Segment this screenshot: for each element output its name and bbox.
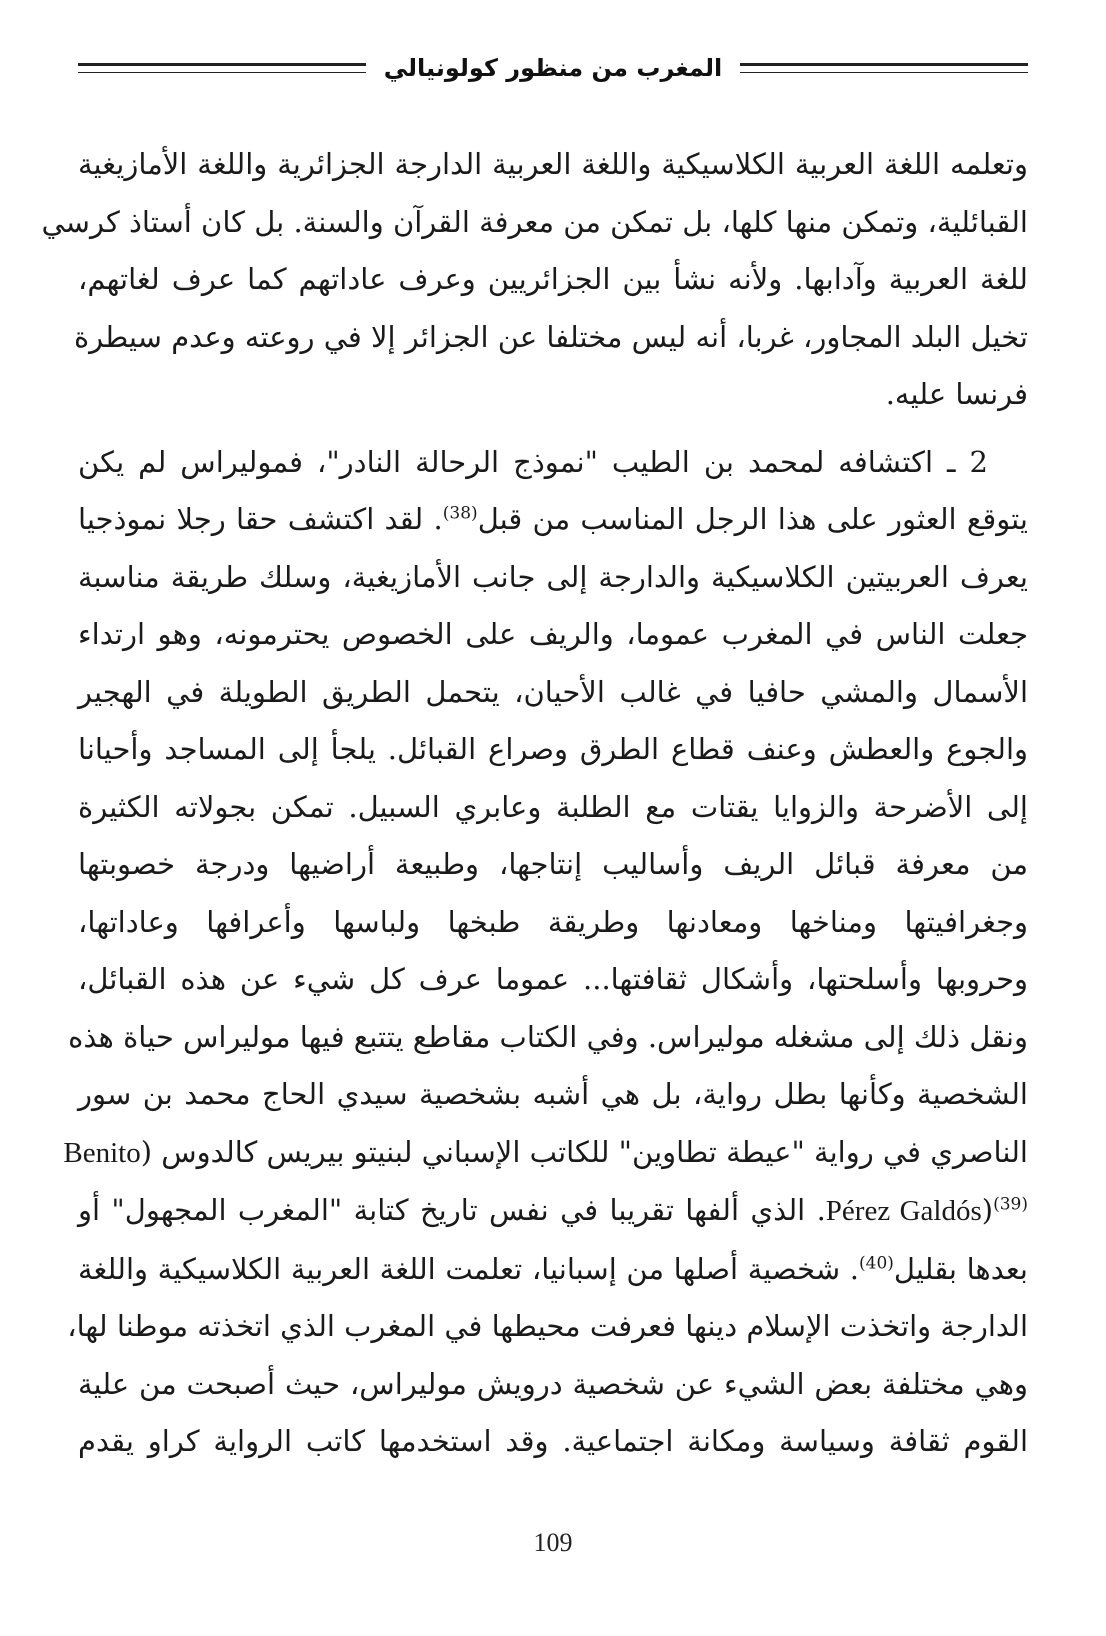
- paragraph-1: [41, 136, 1028, 424]
- page-number: 109: [533, 1528, 573, 1557]
- paragraph-2-opening: 2 ـ اكتشافه لمحمد بن الطيب "نموذج الرحالة النادر"، فموليراس لم يكن: [78, 444, 988, 479]
- text-line: [78, 491, 1028, 549]
- text-line: القبائلية، وتمكن منها كلها، بل تمكن من معرفة القرآن والسنة. بل كان أستاذ كرسي: [41, 204, 1028, 239]
- header-rule-right: [740, 63, 1028, 73]
- footnote-ref-38[interactable]: (38): [442, 503, 478, 524]
- footnote-ref-40[interactable]: (40): [859, 1252, 894, 1273]
- text-line: [63, 1124, 1028, 1183]
- text-segment: . شخصية أصلها من إسبانيا، تعلمت اللغة العربية الكلاسيكية واللغة: [78, 1251, 859, 1286]
- text-line: [78, 1182, 1028, 1241]
- text-line: يعرف العربيتين الكلاسيكية والدارجة إلى جانب الأمازيغية، وسلك طريقة مناسبة: [78, 559, 1028, 594]
- header-rule-left: [78, 63, 366, 73]
- text-segment: الناصري في رواية "عيطة تطاوين" للكاتب الإسباني لبنيتو بيريس كالدوس (: [140, 1134, 1028, 1169]
- text-line: وحروبها وأسلحتها، وأشكال ثقافتها... عموما عرف كل شيء عن هذه القبائل،: [78, 962, 1028, 996]
- text-line: ونقل ذلك إلى مشغله موليراس. وفي الكتاب مقاطع يتتبع فيها موليراس حياة هذه: [68, 1019, 1028, 1054]
- text-segment: يتوقع العثور على هذا الرجل المناسب من قبل: [477, 502, 1028, 536]
- latin-name-benito: Benito: [63, 1136, 141, 1169]
- text-line: من معرفة قبائل الريف وأساليب إنتاجها، وطبيعة أراضيها ودرجة خصوبتها: [78, 847, 1028, 881]
- text-segment: . الذي ألفها تقريبا في نفس تاريخ كتابة "المغرب المجهول" أو: [78, 1193, 826, 1227]
- text-line: الأسمال والمشي حافيا في غالب الأحيان، يتحمل الطريق الطويلة في الهجير: [78, 674, 1029, 709]
- text-segment: . لقد اكتشف حقا رجلا نموذجيا: [78, 502, 443, 536]
- running-header-title: المغرب من منظور كولونيالي: [383, 54, 723, 82]
- text-line: إلى الأضرحة والزوايا يقتات مع الطلبة وعابري السبيل. تمكن بجولاته الكثيرة: [78, 789, 1028, 824]
- text-line: القوم ثقافة وسياسة ومكانة اجتماعية. وقد استخدمها كاتب الرواية كراو يقدم: [78, 1424, 1028, 1458]
- text-line: وتعلمه اللغة العربية الكلاسيكية واللغة العربية الدارجة الجزائرية واللغة الأمازيغية: [78, 147, 1028, 181]
- text-line: والجوع والعطش وعنف قطاع الطرق وصراع القبائل. يلجأ إلى المساجد وأحيانا: [78, 732, 1029, 766]
- paragraph-2: [63, 434, 1029, 1471]
- text-line: الدارجة واتخذت الإسلام دينها فعرفت محيطها في المغرب الذي اتخذته موطنا لها،: [67, 1309, 1028, 1343]
- text-line: فرنسا عليه.: [885, 377, 1028, 411]
- running-header: [78, 48, 1028, 88]
- text-line: الشخصية وكأنها بطل رواية، بل هي أشبه بشخصية سيدي الحاج محمد بن سور: [78, 1077, 1028, 1111]
- text-segment: بعدها بقليل: [893, 1251, 1028, 1286]
- body-text: [41, 136, 1029, 1471]
- footnote-ref-39[interactable]: (39): [993, 1194, 1028, 1215]
- text-line: جعلت الناس في المغرب عموما، والريف على الخصوص يحترمونه، وهو ارتداء: [78, 617, 1028, 651]
- text-line: تخيل البلد المجاور، غربا، أنه ليس مختلفا عن الجزائر إلا في روعته وعدم سيطرة: [73, 319, 1028, 354]
- text-line: [78, 434, 1028, 492]
- text-line: وهي مختلفة بعض الشيء عن شخصية درويش موليراس، حيث أصبحت من علية: [78, 1366, 1028, 1401]
- text-line: [78, 1241, 1028, 1299]
- latin-name-galdos: Pérez Galdós: [825, 1195, 982, 1227]
- text-line: للغة العربية وآدابها. ولأنه نشأ بين الجزائريين وعرف عاداتهم كما عرف لغاتهم،: [78, 262, 1028, 296]
- text-line: وجغرافيتها ومناخها ومعادنها وطريقة طبخها ولباسها وأعرافها وعاداتها،: [78, 904, 1028, 939]
- text-segment: ): [981, 1193, 994, 1227]
